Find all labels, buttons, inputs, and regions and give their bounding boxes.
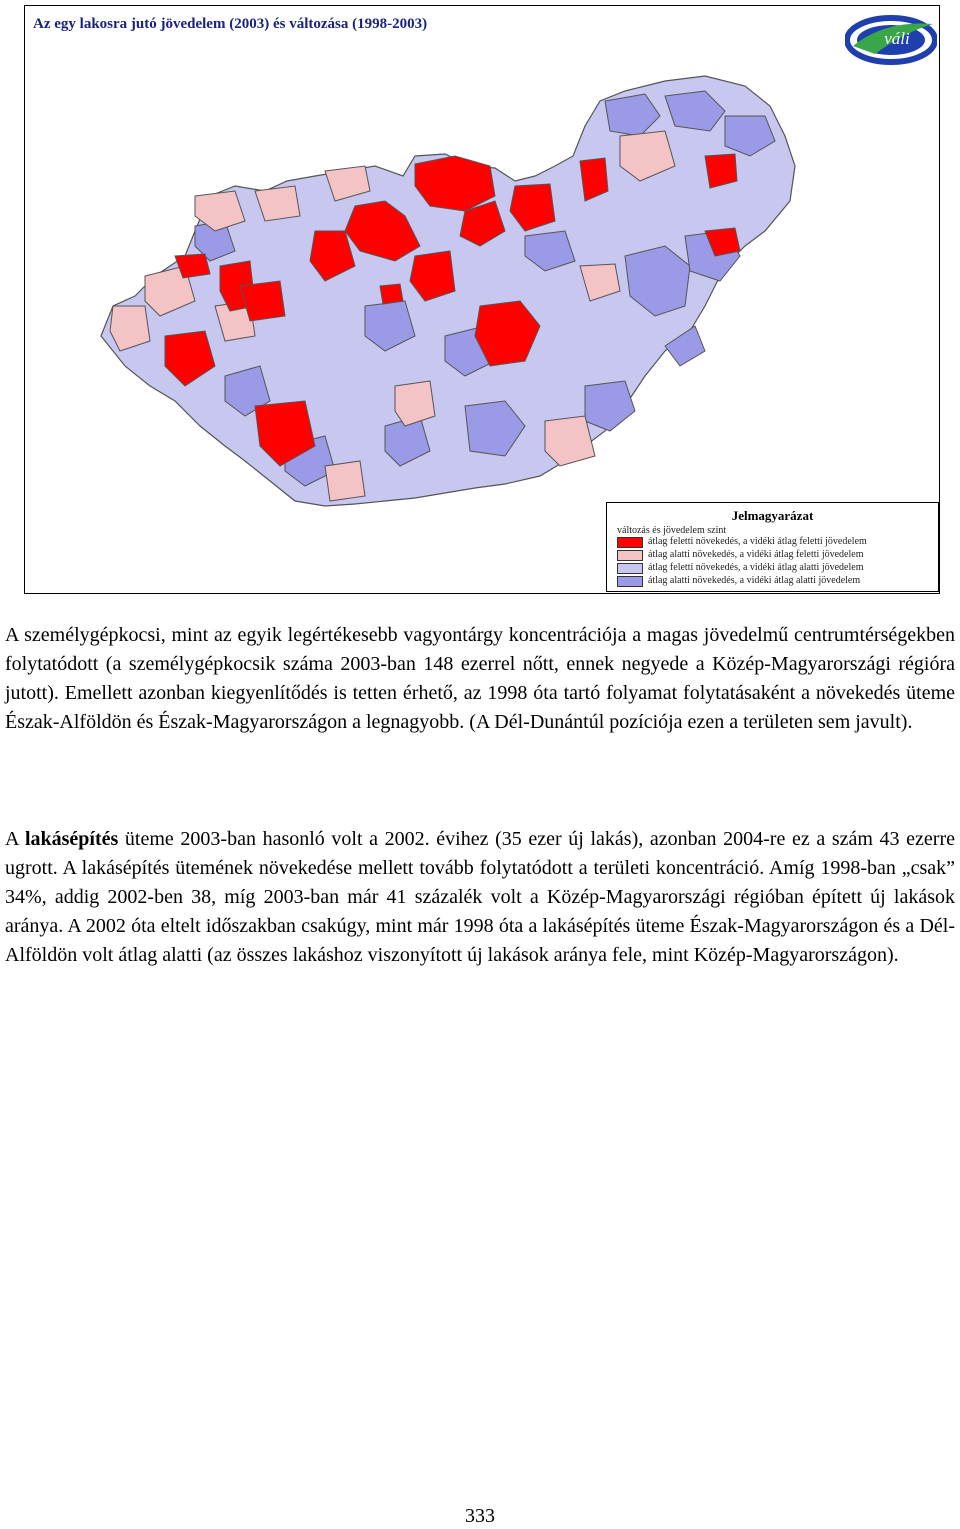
map-figure: [24, 5, 940, 594]
legend-item: [617, 549, 938, 562]
legend-item: [617, 562, 938, 575]
legend-subtitle: változás és jövedelem szint: [617, 525, 727, 536]
legend-item: [617, 575, 938, 588]
legend-swatch-blue: [617, 576, 643, 587]
map-legend: [606, 502, 939, 592]
region-red-small: [380, 284, 403, 304]
logo-text: váli: [884, 29, 910, 48]
legend-swatch-pink: [617, 550, 643, 561]
legend-label: átlag alatti növekedés, a vidéki átlag alatti jövedelem: [648, 575, 861, 586]
paragraph-housing-bold: lakásépítés: [24, 828, 119, 850]
paragraph-housing-start: A: [5, 828, 25, 850]
region-south-2: [585, 381, 635, 431]
page-number: 333: [465, 1505, 495, 1527]
legend-swatch-red: [617, 537, 643, 548]
paragraph-car-ownership: A személygépkocsi, mint az egyik legértékesebb vagyontárgy koncentrációja a magas jövedelmű centrumtérségekben folytatódott (a személygépkocsik száma 2003-ban 148 ezerrel nőtt, ennek negyede a Közép-Magyarországi régióra jutott). Emellett azonban kiegyenlítődés is tetten érhető, az 1998 óta tartó folyamat folytatásaként a növekedés üteme Észak-Alföldön és Észak-Magyarországon a legnagyobb. (A Dél-Dunántúl pozíciója ezen a területen sem javult).: [5, 624, 955, 733]
map-title: Az egy lakosra jutó jövedelem (2003) és változása (1998-2003): [33, 16, 428, 32]
legend-title: Jelmagyarázat: [731, 508, 814, 523]
legend-label: átlag feletti növekedés, a vidéki átlag feletti jövedelem: [648, 536, 867, 547]
legend-swatch-light-blue: [617, 563, 643, 574]
paragraph-housing: [5, 825, 955, 970]
legend-label: átlag feletti növekedés, a vidéki átlag alatti jövedelem: [648, 562, 864, 573]
legend-item: [617, 536, 938, 549]
paragraph-housing-rest: üteme 2003-ban hasonló volt a 2002. évihez (35 ezer új lakás), azonban 2004-re ez a szám 43 ezerre ugrott. A lakásépítés ütemének növekedése mellett tovább folytatódott a területi koncentráció. Amíg 1998-ban „csak” 34%, addig 2002-ben 38, míg 2003-ban már 41 százalék volt a Közép-Magyarországi régióban épített új lakások aránya. A 2002 óta eltelt időszakban csakúgy, mint már 1998 óta a lakásépítés üteme Észak-Magyarországon és a Dél-Alföldön volt átlag alatti (az összes lakáshoz viszonyított új lakások aránya fele, mint Közép-Magyarországon).: [5, 828, 955, 966]
legend-label: átlag alatti növekedés, a vidéki átlag feletti jövedelem: [648, 549, 864, 560]
region-pink-sw: [325, 461, 365, 501]
